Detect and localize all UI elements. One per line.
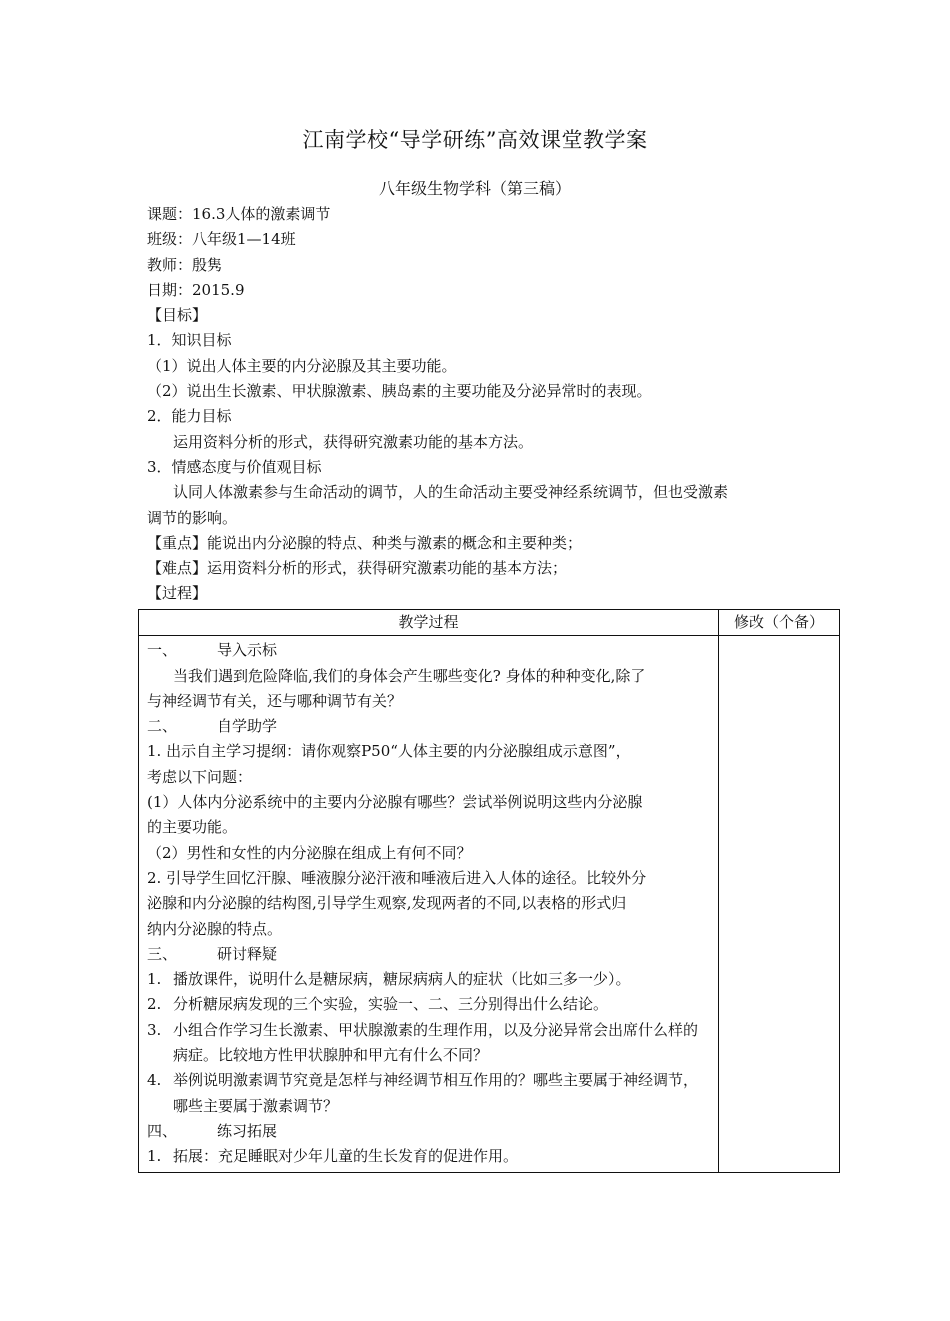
list-item xyxy=(147,967,712,992)
item-text: 举例说明激素调节究竟是怎样与神经调节相互作用的？哪些主要属于神经调节，哪些主要属于激素调节？ xyxy=(173,1071,699,1115)
header-revise: 修改（个备） xyxy=(719,610,840,636)
item-number: 1. xyxy=(147,1147,162,1166)
document-subtitle: 八年级生物学科（第三稿） xyxy=(378,179,571,198)
item-text: 小组合作学习生长激素、甲状腺激素的生理作用，以及分泌异常会出席什么样的病症。比较地方性甲状腺肿和甲亢有什么不同？ xyxy=(173,1020,699,1065)
section-3-heading xyxy=(147,942,712,967)
section-title: 导入示标 xyxy=(217,641,278,660)
item-number: 1. xyxy=(147,970,162,989)
s1-text-line-1: 当我们遇到危险降临,我们的身体会产生哪些变化? 身体的种种变化,除了 xyxy=(173,666,646,685)
section-number: 二、 xyxy=(147,717,178,736)
header-process: 教学过程 xyxy=(139,610,719,636)
ability-goal-text: 运用资料分析的形式，获得研究激素功能的基本方法。 xyxy=(173,432,534,451)
knowledge-goal-1: （1）说出人体主要的内分泌腺及其主要功能。 xyxy=(147,356,457,375)
emotion-goal-text-1: 认同人体激素参与生命活动的调节，人的生命活动主要受神经系统调节，但也受激素 xyxy=(173,483,729,502)
document-title: 江南学校“导学研练”高效课堂教学案 xyxy=(302,128,648,152)
section-title: 练习拓展 xyxy=(217,1121,278,1140)
section-4-heading xyxy=(147,1119,712,1144)
topic-line: 课题：16.3人体的激素调节 xyxy=(147,205,331,223)
emotion-goal-title: 3．情感态度与价值观目标 xyxy=(147,457,322,476)
lesson-info xyxy=(147,202,837,607)
s2-p2-line-1: 2. 引导学生回忆汗腺、唾液腺分泌汗液和唾液后进入人体的途径。比较外分 xyxy=(147,868,647,887)
list-item xyxy=(147,992,712,1017)
item-text: 播放课件，说明什么是糖尿病，糖尿病病人的症状（比如三多一少）。 xyxy=(173,970,631,989)
s2-p2-line-2: 泌腺和内分泌腺的结构图,引导学生观察,发现两者的不同,以表格的形式归 xyxy=(147,894,627,913)
item-text: 拓展：充足睡眠对少年儿童的生长发育的促进作用。 xyxy=(173,1147,519,1166)
item-number: 2. xyxy=(147,995,162,1014)
s2-p1-line-1: 1. 出示自主学习提纲：请你观察P50“人体主要的内分泌腺组成示意图”， xyxy=(147,742,631,761)
date-line: 日期：2015.9 xyxy=(147,280,245,299)
item-number: 3. xyxy=(147,1020,162,1039)
item-text: 分析糖尿病发现的三个实验，实验一、二、三分别得出什么结论。 xyxy=(173,995,609,1014)
goals-heading: 【目标】 xyxy=(147,306,208,325)
section-title: 研讨释疑 xyxy=(217,944,278,963)
revise-cell xyxy=(719,636,840,1172)
key-point: 【重点】能说出内分泌腺的特点、种类与激素的概念和主要种类； xyxy=(147,533,583,552)
knowledge-goal-2: （2）说出生长激素、甲状腺激素、胰岛素的主要功能及分泌异常时的表现。 xyxy=(147,382,652,401)
process-heading: 【过程】 xyxy=(147,584,208,603)
section-number: 三、 xyxy=(147,944,178,963)
difficult-point: 【难点】运用资料分析的形式，获得研究激素功能的基本方法； xyxy=(147,559,568,578)
item-number: 4. xyxy=(147,1071,162,1090)
section-number: 四、 xyxy=(147,1121,178,1140)
emotion-goal-text-2: 调节的影响。 xyxy=(147,508,238,527)
section-4-list xyxy=(147,1144,712,1169)
section-number: 一、 xyxy=(147,641,178,660)
s2-p2-line-3: 纳内分泌腺的特点。 xyxy=(147,919,283,938)
list-item xyxy=(147,1018,712,1069)
section-title: 自学助学 xyxy=(217,717,278,736)
section-1-heading xyxy=(147,638,712,663)
list-item xyxy=(147,1144,712,1169)
class-line: 班级：八年级1—14班 xyxy=(147,230,296,249)
process-content-cell xyxy=(139,636,719,1172)
s2-q2: （2）男性和女性的内分泌腺在组成上有何不同？ xyxy=(147,843,472,862)
s1-text-line-2: 与神经调节有关，还与哪种调节有关？ xyxy=(147,691,403,710)
list-item xyxy=(147,1068,712,1119)
s2-q1-line-1: (1）人体内分泌系统中的主要内分泌腺有哪些？尝试举例说明这些内分泌腺 xyxy=(147,793,643,812)
ability-goal-title: 2．能力目标 xyxy=(147,407,232,426)
process-table xyxy=(138,609,840,1173)
s2-p1-line-2: 考虑以下问题： xyxy=(147,767,253,786)
section-2-heading xyxy=(147,714,712,739)
section-3-list xyxy=(147,967,712,1119)
knowledge-goal-title: 1．知识目标 xyxy=(147,331,232,350)
s2-q1-line-2: 的主要功能。 xyxy=(147,818,238,837)
teacher-line: 教师：殷隽 xyxy=(147,255,223,274)
